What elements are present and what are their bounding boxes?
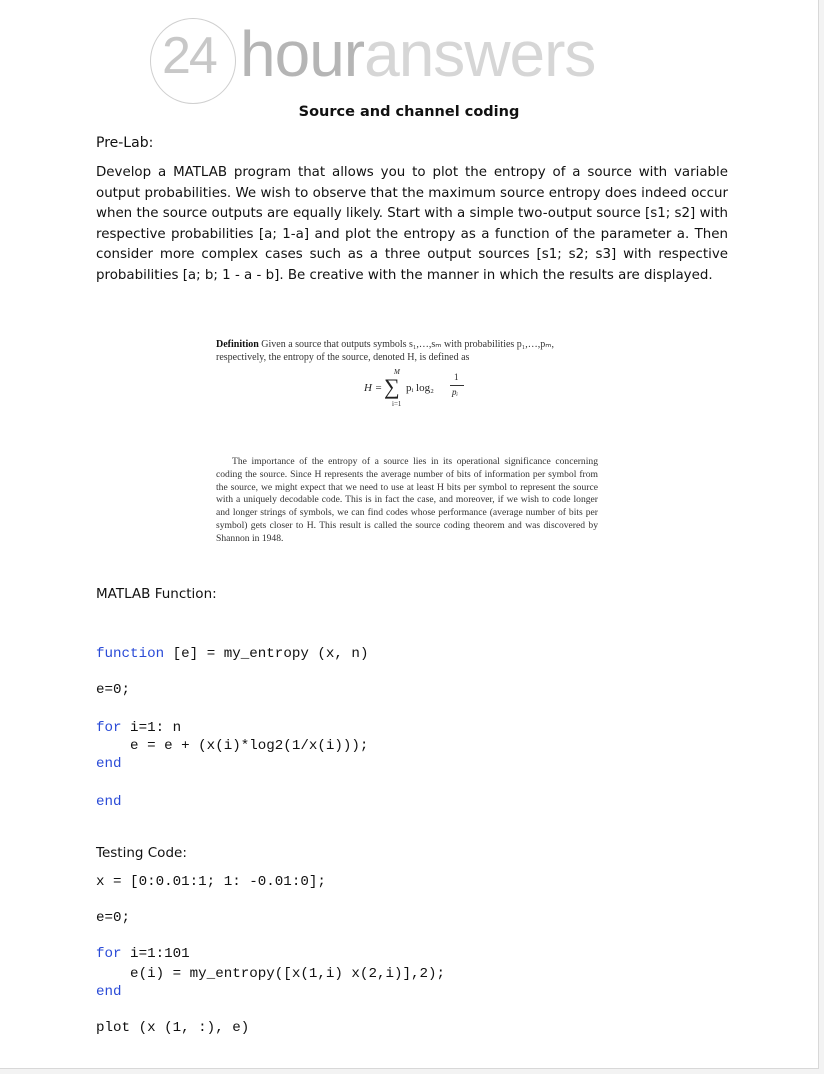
prelab-body: Develop a MATLAB program that allows you to plot the entropy of a source with variable output probabilities. We wish to observe that the maximum source entropy does indeed occur when the source outputs are equally likely. Start with a simple two-output source [s1; s2] with respective probabilities [a; 1-a] and plot the entropy as a function of the parameter a. Then consider more complex cases such as a three output sources [s1; s2; s3] with respective probabilities [a; b; 1 - a - b]. Be creative with the manner in which the results are displayed.	[96, 165, 728, 283]
logo-wordmark: houranswers	[240, 18, 596, 90]
definition-paragraph: The importance of the entropy of a source lies in its operational significance concerning coding the source. Since H represents the average number of bits of information per symbol from the source, we might expect that we need to use at least H bits per symbol to represent the source with a uniquely decodable code. This is in fact the case, and moreover, if we wish to code longer and longer strings of symbols, we can find codes whose performance (average number of bits per symbol) gets closer to H. This result is called the source coding theorem and was discovered by Shannon in 1948.	[216, 456, 598, 544]
for-loop-line: for i=1: n	[96, 720, 182, 736]
code-line: x = [0:0.01:1; 1: -0.01:0];	[96, 874, 326, 890]
logo-number: 24	[162, 27, 216, 85]
end-keyword: end	[96, 756, 122, 772]
matlab-function-heading: MATLAB Function:	[96, 586, 217, 602]
code-line: e=0;	[96, 910, 131, 926]
page-title: Source and channel coding	[298, 104, 520, 120]
testing-code-heading: Testing Code:	[96, 845, 187, 861]
code-line: e(i) = my_entropy([x(1,i) x(2,i)],2);	[96, 966, 446, 982]
definition-text: Definition Given a source that outputs symbols s₁,…,sₘ with probabilities p₁,…,pₘ, respectively, the entropy of the source, denoted H, is defined as	[216, 339, 555, 363]
end-keyword: end	[96, 984, 122, 1000]
entropy-formula: H = M ∑ i=1 pᵢ log₂ 1 pᵢ	[216, 368, 598, 414]
for-loop-line: for i=1:101	[96, 946, 190, 962]
code-line: e=0;	[96, 682, 131, 698]
code-line: plot (x (1, :), e)	[96, 1020, 250, 1036]
definition-figure	[216, 338, 598, 546]
prelab-heading: Pre-Lab:	[96, 135, 154, 151]
function-signature-line: function [e] = my_entropy (x, n)	[96, 646, 369, 662]
watermark-logo	[150, 14, 650, 104]
code-line: e = e + (x(i)*log2(1/x(i)));	[96, 738, 369, 754]
end-keyword: end	[96, 794, 122, 810]
